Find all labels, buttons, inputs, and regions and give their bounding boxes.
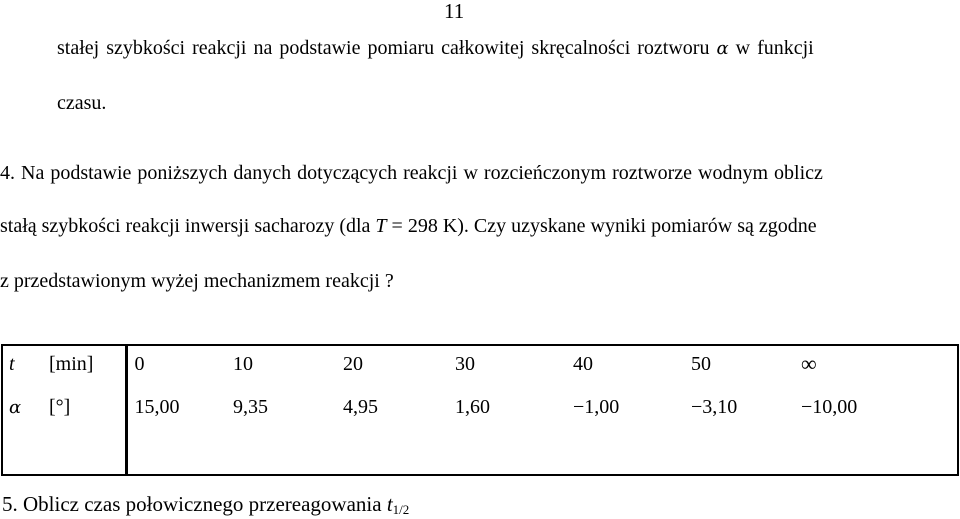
task-4-line-3: z przedstawionym wyżej mechanizmem reakcji ?	[0, 270, 394, 292]
infinity-cell: ∞	[801, 351, 817, 376]
half-life-symbol: t	[386, 492, 393, 516]
table-row-time	[2, 345, 958, 382]
table-cell: 30	[455, 352, 475, 375]
table-cell: −1,00	[573, 396, 620, 418]
angle-header-cell	[2, 382, 126, 475]
table-cell: 4,95	[343, 396, 378, 418]
table-cell: 40	[573, 352, 593, 375]
half-life-subscript: 1/2	[392, 502, 410, 517]
time-unit: [min]	[49, 352, 94, 375]
table-cell: −3,10	[691, 396, 738, 418]
task-5-line	[2, 492, 409, 518]
task-4-text: stałą szybkości reakcji inwersji sacharozy (dla	[0, 215, 376, 237]
paragraph-text-end: w funkcji	[728, 37, 814, 59]
table-cell: 15,00	[134, 396, 180, 418]
table-cell: 1,60	[455, 396, 490, 418]
alpha-symbol: α	[9, 397, 22, 418]
angle-unit: [°]	[49, 396, 71, 418]
time-symbol: t	[9, 352, 15, 375]
temperature-symbol: T	[375, 215, 387, 237]
page-number: 11	[444, 0, 465, 23]
paragraph-text: stałej szybkości reakcji na podstawie pomiaru całkowitej skręcalności roztworu	[57, 37, 717, 59]
task-4-text-end: = 298 K). Czy uzyskane wyniki pomiarów są zgodne	[386, 215, 817, 237]
paragraph-line-2: czasu.	[57, 92, 107, 114]
table-cell: 0	[134, 352, 145, 375]
table-cell: 20	[343, 352, 363, 375]
task-5-text: 5. Oblicz czas połowicznego przereagowania	[2, 492, 387, 516]
table-cell: 50	[691, 352, 711, 375]
table-cell: 9,35	[233, 396, 268, 418]
paragraph-line-1	[57, 36, 814, 61]
alpha-symbol: α	[716, 38, 729, 59]
task-4-line-2	[0, 214, 817, 238]
table-row-angle	[2, 382, 958, 475]
table-cell: 10	[233, 352, 253, 375]
task-4-line-1: 4. Na podstawie poniższych danych dotyczących reakcji w rozcieńczonym roztworze wodnym oblicz	[0, 162, 823, 184]
table-cell: −10,00	[801, 396, 858, 418]
data-table	[1, 344, 959, 476]
time-header-cell	[2, 345, 126, 382]
